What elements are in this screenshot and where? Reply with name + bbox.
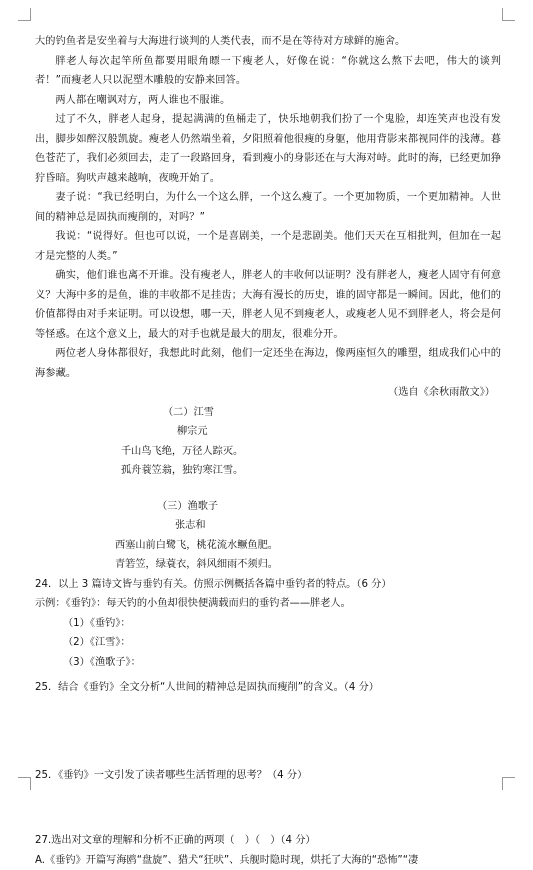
poem-yugezi	[35, 497, 501, 575]
essay-source: （选自《余秋雨散文》）	[35, 383, 501, 403]
crop-mark-top-left	[18, 8, 31, 21]
essay-paragraph: 妻子说：“我已经明白，为什么一个这么胖，一个这么瘦了。一个更加物质，一个更加精神。人世间的精神总是固执而瘦削的，对吗？”	[35, 188, 501, 227]
poem-jiangxue	[35, 403, 501, 481]
essay-paragraph: 胖老人每次起竿所鱼都要用眼角瞟一下瘦老人，好像在说：“你就这么熬下去吧，伟大的谈判者！”而瘦老人只以泥塑木雕般的安静来回答。	[35, 52, 501, 91]
question-example: 示例：《垂钓》：每天钓的小鱼却很快便满载而归的垂钓者——胖老人。	[35, 594, 501, 614]
crop-mark-top-right	[502, 8, 515, 21]
essay-body	[35, 32, 501, 383]
poem-line: 孤舟蓑笠翁，独钓寒江雪。	[35, 461, 501, 481]
essay-paragraph: 我说：“说得好。但也可以说，一个是喜剧美，一个是悲剧美。他们天天在互相批判，但加在一起才是完整的人类。”	[35, 227, 501, 266]
essay-paragraph: 两位老人身体都很好，我想此时此刻，他们一定还坐在海边，像两座恒久的雕塑，组成我们心中的海参藏。	[35, 344, 501, 383]
poem-title: （三）渔歌子	[35, 497, 501, 517]
poem-line: 青箬笠，绿蓑衣，斜风细雨不须归。	[35, 555, 501, 575]
question-25-meaning: 25．结合《垂钓》全文分析“人世间的精神总是固执而瘦削”的含义。（4 分）	[35, 678, 501, 698]
answer-space[interactable]	[35, 785, 501, 831]
poem-author: 张志和	[35, 516, 501, 536]
crop-mark-bottom-right	[502, 777, 515, 790]
essay-paragraph: 确实，他们谁也离不开谁。没有瘦老人，胖老人的丰收何以证明？没有胖老人，瘦老人固守有何意义？大海中多的是鱼，谁的丰收都不足挂齿；大海有漫长的历史，谁的固守都是一瞬间。因此，他们的价值都得由对手来证明。可以设想，哪一天，胖老人见不到瘦老人，或瘦老人见不到胖老人，将会是何等怪惑。在这个意义上，最大的对手也就是最大的朋友，很难分开。	[35, 266, 501, 344]
crop-mark-bottom-left	[18, 777, 31, 790]
question-25-philosophy: 25．《垂钓》一文引发了读者哪些生活哲理的思考？（4 分）	[35, 766, 501, 786]
question-24	[35, 575, 501, 673]
essay-paragraph: 两人都在嘲讽对方，两人谁也不服谁。	[35, 91, 501, 111]
document-page	[35, 32, 501, 870]
option-a: A.《垂钓》开篇写海鸥“盘旋”、猎犬“狂吠”、兵舰时隐时现，烘托了大海的“恐怖”“凄	[35, 851, 501, 870]
essay-paragraph: 过了不久，胖老人起身，提起满满的鱼桶走了，快乐地朝我们扮了一个鬼脸，却连笑声也没有发出，脚步如醉汉般凯旋。瘦老人仍然端坐着，夕阳照着他很瘦的身躯，他用背影来都视同伴的浅薄。暮色苍茫了，我们必须回去，走了一段路回身，看到瘦小的身影还在与大海对峙。此时的海，已经更加狰狞昏暗。狗吠声越来越响，夜晚开始了。	[35, 110, 501, 188]
poem-title: （二）江雪	[35, 403, 501, 423]
poem-author: 柳宗元	[35, 422, 501, 442]
answer-line[interactable]: （1）《垂钓》：	[35, 614, 501, 634]
question-27	[35, 831, 501, 870]
essay-paragraph: 大的钓鱼者是安坐着与大海进行谈判的人类代表，而不是在等待对方球鲜的施舍。	[35, 32, 501, 52]
answer-line[interactable]: （3）《渔歌子》：	[35, 653, 501, 673]
answer-space[interactable]	[35, 698, 501, 766]
question-text: 24．以上 3 篇诗文皆与垂钓有关。仿照示例概括各篇中垂钓者的特点。（6 分）	[35, 575, 501, 595]
poem-line: 千山鸟飞绝，万径人踪灭。	[35, 442, 501, 462]
answer-line[interactable]: （2）《江雪》：	[35, 633, 501, 653]
question-text: 27.选出对文章的理解和分析不正确的两项（ ）（ ）（4 分）	[35, 831, 501, 851]
poem-line: 西塞山前白鹭飞，桃花流水鳜鱼肥。	[35, 536, 501, 556]
